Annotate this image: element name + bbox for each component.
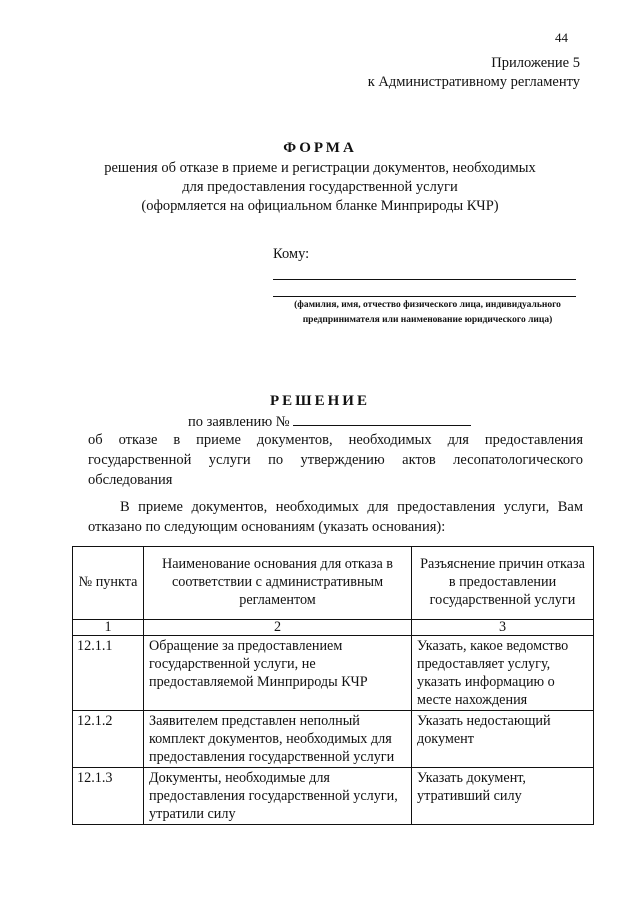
row-explanation: Указать документ, утративший силу	[412, 768, 594, 825]
form-subtitle-line-2: для предоставления государственной услуги	[182, 179, 458, 195]
form-title: ФОРМА	[283, 140, 357, 156]
row-explanation: Указать недостающий документ	[412, 711, 594, 768]
table-header-row	[73, 547, 594, 620]
decision-title: РЕШЕНИЕ	[270, 393, 370, 409]
row-ground: Обращение за предоставлением государственной услуги, не предоставляемой Минприроды КЧР	[144, 636, 412, 711]
table-row	[73, 711, 594, 768]
form-subtitle	[60, 159, 580, 216]
table-row	[73, 636, 594, 711]
column-number-2: 2	[144, 620, 412, 636]
recipient-hint	[265, 298, 590, 328]
appendix-line-1: Приложение 5	[491, 55, 580, 71]
grounds-table	[72, 546, 594, 825]
recipient-line-2	[273, 296, 576, 297]
recipient-line-1	[273, 279, 576, 280]
header-explanation: Разъяснение причин отказа в предоставлении государственной услуги	[412, 547, 594, 620]
row-item-number: 12.1.2	[73, 711, 144, 768]
application-label: по заявлению №	[188, 414, 290, 430]
recipient-hint-line-2: предпринимателя или наименование юридического лица)	[302, 315, 553, 325]
decision-body: об отказе в приеме документов, необходимых для предоставления государственной услуги по утверждению актов лесопатологического обследования	[88, 432, 583, 488]
recipient-hint-line-1: (фамилия, имя, отчество физического лица, индивидуального	[294, 300, 561, 310]
header-ground: Наименование основания для отказа в соответствии с административным регламентом	[144, 547, 412, 620]
row-item-number: 12.1.3	[73, 768, 144, 825]
column-number-1: 1	[73, 620, 144, 636]
application-number-blank	[293, 411, 471, 426]
form-subtitle-line-3: (оформляется на официальном бланке Минприроды КЧР)	[141, 198, 499, 214]
appendix-header	[368, 54, 580, 92]
header-item-number: № пункта	[73, 547, 144, 620]
column-number-3: 3	[412, 620, 594, 636]
row-item-number: 12.1.1	[73, 636, 144, 711]
form-subtitle-line-1: решения об отказе в приеме и регистрации документов, необходимых	[104, 160, 536, 176]
appendix-line-2: к Административному регламенту	[367, 74, 580, 90]
table-row	[73, 768, 594, 825]
table-column-numbers-row	[73, 620, 594, 636]
row-explanation: Указать, какое ведомство предоставляет услугу, указать информацию о месте нахождения	[412, 636, 594, 711]
recipient-label: Кому:	[273, 246, 310, 262]
decision-application	[188, 411, 471, 431]
intro-paragraph: В приеме документов, необходимых для предоставления услуги, Вам отказано по следующим основаниям (указать основания):	[88, 499, 583, 535]
page-number: 44	[555, 30, 568, 45]
row-ground: Заявителем представлен неполный комплект документов, необходимых для предоставления государственной услуги	[144, 711, 412, 768]
row-ground: Документы, необходимые для предоставления государственной услуги, утратили силу	[144, 768, 412, 825]
